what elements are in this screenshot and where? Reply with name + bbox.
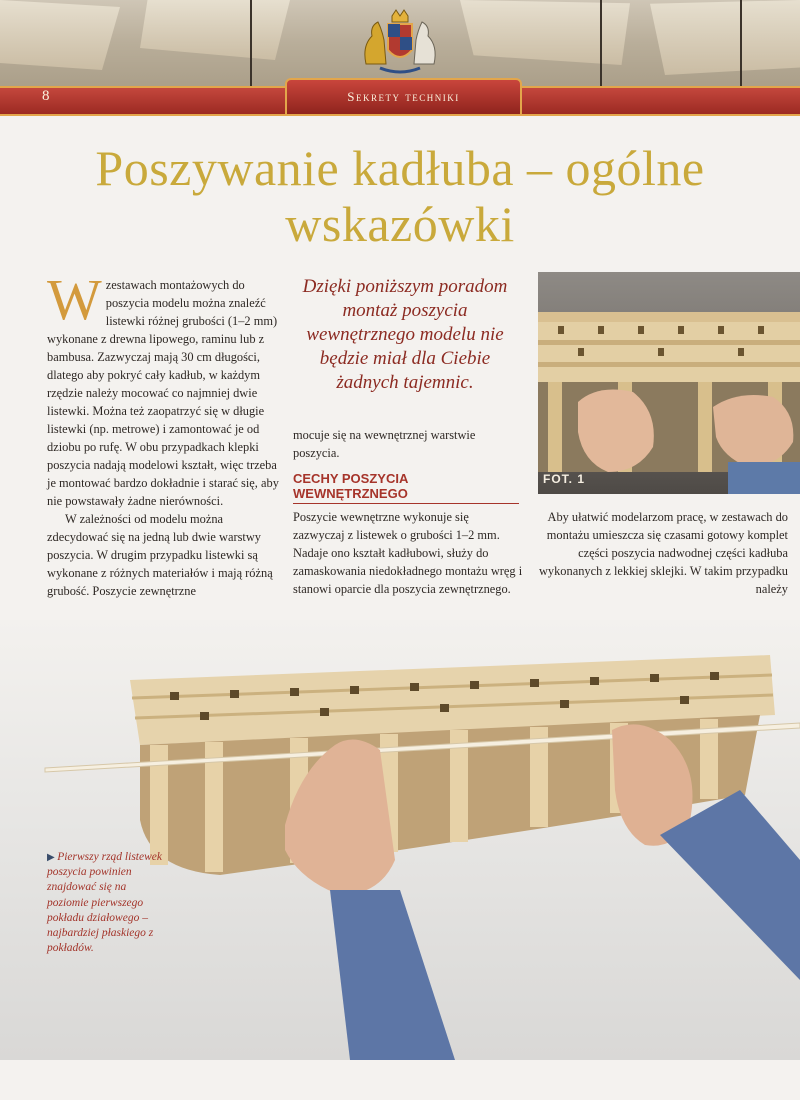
mast-line <box>250 0 252 95</box>
photo-caption <box>47 850 167 956</box>
page-title: Poszywanie kadłuba – ogólne wskazówki <box>95 140 705 252</box>
photo-hull-planking-closeup <box>538 272 800 494</box>
paragraph-text: zestawach montażowych do poszycia modelu można znaleźć listewki różnej grubości (1–2 mm) wykonane z drewna lipowego, raminu lub z bambusa. Zazwyczaj mają 30 cm długości, dlatego aby pokryć cały kadłub, w każdym rzędzie należy mocować co najmniej dwie listewki. Można też zaopatrzyć się w długie listewki (np. metrowe) i zamontować je od dziobu po rufę. W obu przypadkach klepki poszycia nadają modelowi kształt, więc trzeba je montować bardzo dokładnie i starać się, aby nie powstawały żadne nierówności. <box>47 278 279 508</box>
sail-shape <box>650 0 800 75</box>
photo-label: FOT. 1 <box>543 472 586 486</box>
paragraph: mocuje się na wewnętrznej warstwie poszycia. <box>293 428 476 460</box>
caption-arrow-icon: ▶ <box>47 852 58 863</box>
sail-shape <box>460 0 630 65</box>
text-column-2-body <box>293 508 523 598</box>
royal-crest-icon <box>352 6 448 78</box>
pull-quote: Dzięki poniższym poradom montaż poszycia wewnętrznego modelu nie będzie miał dla Ciebie żadnych tajemnic. <box>302 276 508 393</box>
mast-line <box>740 0 742 95</box>
section-tab: Sekrety techniki <box>285 78 522 116</box>
paragraph: Poszycie wewnętrzne wykonuje się zazwyczaj z listewek o grubości 1–2 mm. Nadaje ono kształt kadłubowi, służy do zamaskowania niedokładnego montażu wręg i stanowi oparcie dla poszycia zewnętrznego. <box>293 510 523 596</box>
photo-hull-model-hands <box>0 620 800 1060</box>
subheading: CECHY POSZYCIA WEWNĘTRZNEGO <box>293 471 519 504</box>
text-column-1 <box>47 267 279 600</box>
page-bottom-margin <box>0 1060 800 1100</box>
caption-text: Pierwszy rząd listewek poszycia powinien znajdować się na poziomie pierwszego pokładu działowego – najbardziej płaskiego z pokładów. <box>47 851 162 955</box>
text-column-2 <box>293 426 519 462</box>
paragraph: W zależności od modelu można zdecydować się na jedną lub dwie warstwy poszycia. W drugim przypadku listewki są wykonane z różnych materiałów i mają różną grubość. Poszycie zewnętrzne <box>47 512 273 598</box>
sail-shape <box>140 0 290 60</box>
drop-cap: W <box>47 267 102 332</box>
photo-illustration <box>0 620 800 1060</box>
header-red-bar-right <box>518 86 800 116</box>
photo-illustration <box>538 272 800 494</box>
page-number: 8 <box>42 88 50 104</box>
paragraph: Aby ułatwić modelarzom pracę, w zestawach do montażu umieszcza się czasami gotowy komplet części poszycia nadwodnej części kadłuba wykonanych z lekkiej sklejki. W takim przypadku należy <box>538 510 788 596</box>
text-column-3 <box>538 508 788 598</box>
paragraph <box>47 267 279 510</box>
mast-line <box>600 0 602 95</box>
sail-shape <box>0 0 120 70</box>
